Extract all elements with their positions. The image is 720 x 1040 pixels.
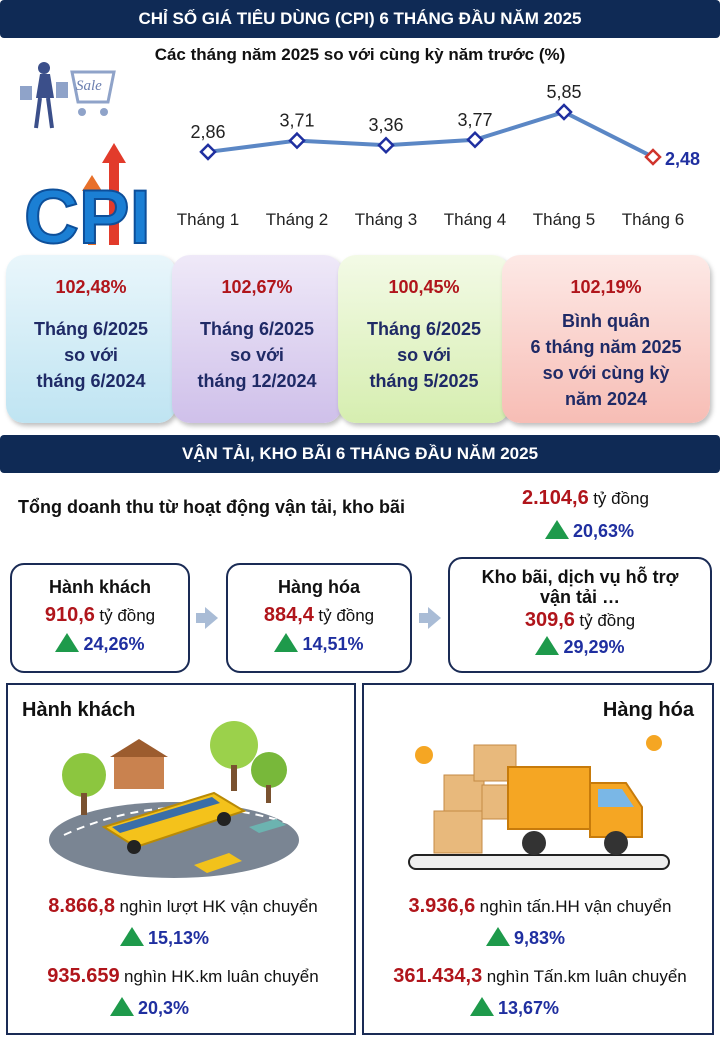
- category-label-5: Tháng 5: [532, 210, 596, 229]
- up-arrow-icon: [55, 633, 79, 652]
- cpi-card-value: 100,45%: [388, 277, 460, 297]
- stat-value: 361.434,3: [393, 965, 483, 987]
- category-label-1: Tháng 1: [176, 210, 240, 229]
- cpi-card-desc-3: tháng 12/2024: [197, 371, 317, 391]
- cargo-revenue-box: [226, 563, 412, 673]
- cpi-logo: [18, 135, 158, 255]
- box-growth: 29,29%: [563, 637, 625, 657]
- total-growth: [545, 520, 634, 542]
- box-value: 309,6: [524, 609, 575, 631]
- cpi-card-desc-2: so với: [230, 345, 284, 365]
- truck-illustration: [404, 715, 674, 875]
- cpi-logo-text: CPI: [24, 175, 151, 255]
- arrow-right-icon: [428, 607, 441, 629]
- cpi-card-desc-1: Tháng 6/2025: [366, 319, 482, 339]
- category-label-4: Tháng 4: [443, 210, 507, 229]
- cpi-card-value: 102,67%: [221, 277, 293, 297]
- data-label-3: 3,36: [368, 115, 404, 136]
- cpi-card-value: 102,19%: [570, 277, 642, 297]
- passenger-stat-2: [8, 965, 358, 988]
- stat-growth: 20,3%: [138, 998, 190, 1018]
- category-label-2: Tháng 2: [265, 210, 329, 229]
- up-arrow-icon: [110, 997, 134, 1016]
- stat-growth: 9,83%: [514, 928, 566, 948]
- cpi-card-4: [502, 255, 710, 423]
- data-label-2: 3,71: [279, 110, 315, 131]
- passenger-stat-1-growth: [120, 927, 209, 949]
- up-arrow-icon: [545, 520, 569, 539]
- cpi-card-desc-3: tháng 6/2024: [36, 371, 146, 391]
- cpi-subtitle: Các tháng năm 2025 so với cùng kỳ năm trước (%): [154, 45, 566, 64]
- cpi-card-3: [338, 255, 510, 423]
- cpi-card-desc-2: so với: [64, 345, 118, 365]
- cargo-panel-title: Hàng hóa: [602, 699, 694, 721]
- box-growth: 24,26%: [83, 634, 145, 654]
- box-title: Hàng hóa: [277, 577, 360, 597]
- cpi-series-line: [208, 109, 653, 157]
- data-point-4: [468, 133, 482, 147]
- stat-value: 8.866,8: [48, 895, 115, 917]
- bus-illustration: [44, 715, 304, 885]
- data-label-6: 2,48: [665, 149, 701, 169]
- transport-banner: VẬN TẢI, KHO BÃI 6 THÁNG ĐẦU NĂM 2025: [0, 435, 720, 473]
- cpi-card-desc-1: Bình quân: [562, 311, 650, 331]
- passenger-stat-1: [8, 895, 358, 918]
- data-point-2: [290, 134, 304, 148]
- box-value: 884,4: [263, 604, 314, 626]
- cpi-card-2: [172, 255, 342, 423]
- category-label-6: Tháng 6: [621, 210, 685, 229]
- up-arrow-icon: [470, 997, 494, 1016]
- arrow-right-icon: [205, 607, 218, 629]
- box-unit: tỷ đồng: [318, 606, 375, 625]
- cpi-banner: CHỈ SỐ GIÁ TIÊU DÙNG (CPI) 6 THÁNG ĐẦU NĂM 2025: [0, 0, 720, 38]
- total-revenue-value: 2.104,6: [522, 487, 589, 509]
- box-unit: tỷ đồng: [99, 606, 156, 625]
- box-unit: tỷ đồng: [579, 611, 636, 630]
- up-arrow-icon: [274, 633, 298, 652]
- data-label-1: 2,86: [190, 121, 226, 142]
- up-arrow-icon: [486, 927, 510, 946]
- box-title: Hành khách: [48, 577, 152, 597]
- box-growth: 14,51%: [302, 634, 364, 654]
- cpi-card-desc-3: tháng 5/2025: [369, 371, 479, 391]
- passenger-panel: [6, 683, 356, 1035]
- data-point-6: [646, 150, 660, 164]
- up-arrow-icon: [120, 927, 144, 946]
- data-point-1: [201, 145, 215, 159]
- stat-unit: nghìn Tấn.km luân chuyển: [486, 967, 687, 986]
- cargo-panel: [362, 683, 714, 1035]
- total-revenue-label: Tổng doanh thu từ hoạt động vận tải, kho bãi: [18, 497, 405, 517]
- cpi-card-1: [6, 255, 176, 423]
- box-value: 910,6: [44, 604, 95, 626]
- cpi-card-desc-1: Tháng 6/2025: [199, 319, 315, 339]
- box-title: Kho bãi, dịch vụ hỗ trợ: [481, 567, 679, 587]
- total-growth-value: 20,63%: [573, 521, 635, 541]
- passenger-panel-title: Hành khách: [22, 699, 136, 721]
- up-arrow-icon: [535, 636, 559, 655]
- cpi-card-desc-2: so với: [397, 345, 451, 365]
- category-label-3: Tháng 3: [354, 210, 418, 229]
- stat-growth: 15,13%: [148, 928, 210, 948]
- sale-text: Sale: [76, 78, 102, 94]
- warehouse-revenue-box: [448, 557, 712, 673]
- shopping-illustration: [14, 58, 126, 138]
- cpi-card-value: 102,48%: [55, 277, 127, 297]
- cargo-stat-2-growth: [470, 997, 559, 1019]
- box-title-2: vận tải …: [539, 587, 621, 607]
- stat-unit: nghìn tấn.HH vận chuyển: [479, 897, 672, 916]
- data-label-4: 3,77: [457, 109, 493, 130]
- cpi-card-desc-4: năm 2024: [564, 389, 648, 409]
- total-revenue: [522, 487, 649, 510]
- cpi-card-desc-1: Tháng 6/2025: [33, 319, 149, 339]
- cpi-card-desc-3: so với cùng kỳ: [542, 363, 670, 383]
- data-point-5: [557, 105, 571, 119]
- stat-unit: nghìn HK.km luân chuyển: [124, 967, 319, 986]
- stat-growth: 13,67%: [498, 998, 560, 1018]
- stat-unit: nghìn lượt HK vận chuyển: [119, 897, 318, 916]
- cargo-stat-1: [364, 895, 716, 918]
- cpi-line-chart: [160, 70, 720, 250]
- data-point-3: [379, 138, 393, 152]
- total-revenue-unit: tỷ đồng: [593, 489, 649, 508]
- data-label-5: 5,85: [546, 82, 582, 102]
- cpi-card-desc-2: 6 tháng năm 2025: [530, 337, 682, 357]
- cargo-stat-2: [364, 965, 716, 988]
- passenger-revenue-box: [10, 563, 190, 673]
- stat-value: 935.659: [47, 965, 120, 987]
- cargo-stat-1-growth: [486, 927, 565, 949]
- passenger-stat-2-growth: [110, 997, 189, 1019]
- stat-value: 3.936,6: [408, 895, 476, 917]
